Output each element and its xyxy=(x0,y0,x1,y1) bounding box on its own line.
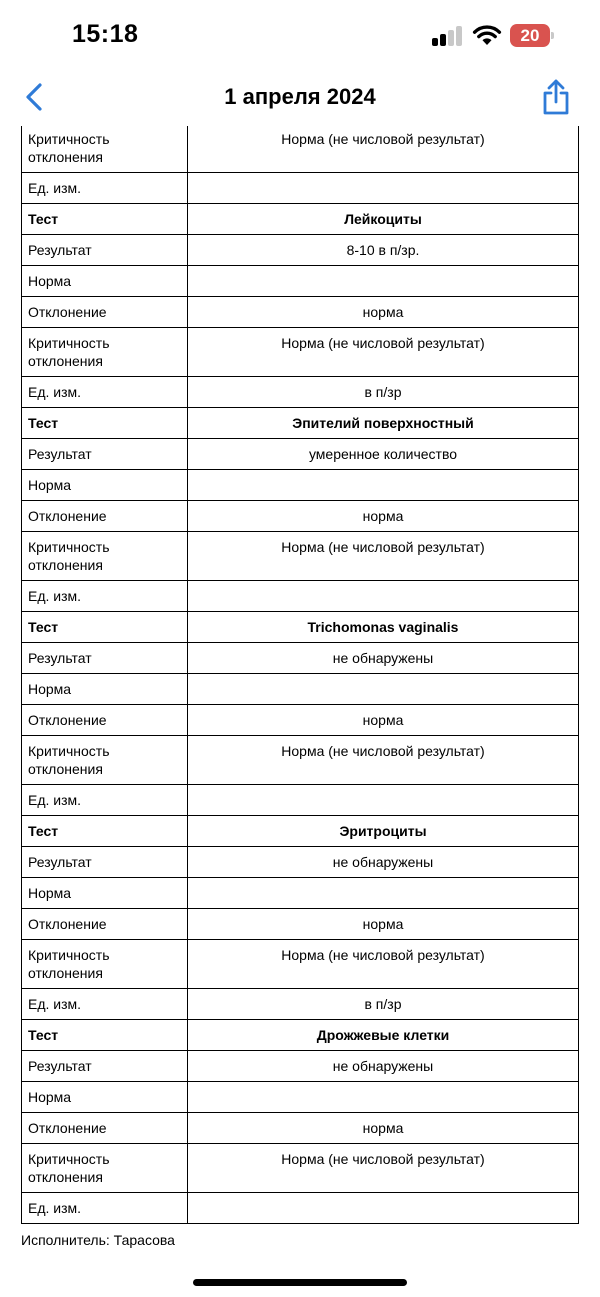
table-row xyxy=(22,266,579,297)
row-label: Результат xyxy=(22,643,188,674)
status-time: 15:18 xyxy=(72,20,139,48)
status-bar xyxy=(0,0,600,70)
share-icon[interactable] xyxy=(540,78,572,116)
table-row xyxy=(22,847,579,878)
row-value: умеренное количество xyxy=(188,439,579,470)
row-value xyxy=(188,1193,579,1224)
row-label: Ед. изм. xyxy=(22,377,188,408)
table-row xyxy=(22,173,579,204)
row-value: не обнаружены xyxy=(188,847,579,878)
row-value xyxy=(188,674,579,705)
row-value: Trichomonas vaginalis xyxy=(188,612,579,643)
row-value: норма xyxy=(188,297,579,328)
row-value xyxy=(188,785,579,816)
row-value: Норма (не числовой результат) xyxy=(188,126,579,173)
row-label: Отклонение xyxy=(22,297,188,328)
table-row xyxy=(22,532,579,581)
row-label: Норма xyxy=(22,1082,188,1113)
lab-results-body xyxy=(22,126,579,1224)
report-content[interactable] xyxy=(0,126,600,1256)
navigation-bar xyxy=(0,70,600,126)
home-indicator[interactable] xyxy=(193,1279,407,1286)
row-label: Результат xyxy=(22,847,188,878)
battery-icon xyxy=(510,24,554,47)
row-value: в п/зр xyxy=(188,989,579,1020)
row-label: Тест xyxy=(22,204,188,235)
row-value xyxy=(188,470,579,501)
test-header-row xyxy=(22,816,579,847)
cellular-signal-icon xyxy=(432,26,464,46)
table-row xyxy=(22,1144,579,1193)
row-value: Норма (не числовой результат) xyxy=(188,328,579,377)
table-row xyxy=(22,1113,579,1144)
row-label: Норма xyxy=(22,470,188,501)
row-label: Отклонение xyxy=(22,501,188,532)
table-row xyxy=(22,297,579,328)
row-value xyxy=(188,878,579,909)
table-row xyxy=(22,989,579,1020)
row-label: Тест xyxy=(22,408,188,439)
page-title: 1 апреля 2024 xyxy=(224,84,376,109)
row-value xyxy=(188,1082,579,1113)
test-header-row xyxy=(22,612,579,643)
row-value xyxy=(188,173,579,204)
row-value: норма xyxy=(188,1113,579,1144)
lab-results-table xyxy=(21,126,579,1224)
row-label: Тест xyxy=(22,1020,188,1051)
table-row xyxy=(22,470,579,501)
row-value: норма xyxy=(188,501,579,532)
row-value: 8-10 в п/зр. xyxy=(188,235,579,266)
row-value: не обнаружены xyxy=(188,643,579,674)
row-value: Эритроциты xyxy=(188,816,579,847)
row-value: Эпителий поверхностный xyxy=(188,408,579,439)
table-row xyxy=(22,940,579,989)
row-label: Критичность отклонения xyxy=(22,532,188,581)
table-row xyxy=(22,1051,579,1082)
row-label: Отклонение xyxy=(22,705,188,736)
row-value: Дрожжевые клетки xyxy=(188,1020,579,1051)
row-value: Лейкоциты xyxy=(188,204,579,235)
table-row xyxy=(22,328,579,377)
row-label: Отклонение xyxy=(22,1113,188,1144)
row-value: Норма (не числовой результат) xyxy=(188,736,579,785)
row-label: Ед. изм. xyxy=(22,173,188,204)
row-label: Тест xyxy=(22,612,188,643)
table-row xyxy=(22,501,579,532)
table-row xyxy=(22,878,579,909)
row-label: Норма xyxy=(22,878,188,909)
row-label: Результат xyxy=(22,439,188,470)
row-label: Критичность отклонения xyxy=(22,328,188,377)
row-label: Результат xyxy=(22,235,188,266)
row-label: Критичность отклонения xyxy=(22,126,188,173)
table-row xyxy=(22,674,579,705)
row-value: Норма (не числовой результат) xyxy=(188,532,579,581)
row-label: Отклонение xyxy=(22,909,188,940)
table-row xyxy=(22,439,579,470)
test-header-row xyxy=(22,204,579,235)
row-label: Норма xyxy=(22,266,188,297)
row-value: в п/зр xyxy=(188,377,579,408)
row-value: Норма (не числовой результат) xyxy=(188,940,579,989)
test-header-row xyxy=(22,1020,579,1051)
table-row xyxy=(22,1082,579,1113)
row-label: Тест xyxy=(22,816,188,847)
row-value xyxy=(188,266,579,297)
table-row xyxy=(22,909,579,940)
row-value: Норма (не числовой результат) xyxy=(188,1144,579,1193)
row-label: Ед. изм. xyxy=(22,581,188,612)
row-label: Критичность отклонения xyxy=(22,940,188,989)
row-label: Результат xyxy=(22,1051,188,1082)
row-value: норма xyxy=(188,909,579,940)
table-row xyxy=(22,377,579,408)
row-label: Ед. изм. xyxy=(22,785,188,816)
table-row xyxy=(22,705,579,736)
row-value xyxy=(188,581,579,612)
test-header-row xyxy=(22,408,579,439)
row-value: норма xyxy=(188,705,579,736)
table-row xyxy=(22,736,579,785)
row-label: Критичность отклонения xyxy=(22,736,188,785)
battery-percentage: 20 xyxy=(520,26,540,45)
table-row xyxy=(22,1193,579,1224)
row-value: не обнаружены xyxy=(188,1051,579,1082)
table-row xyxy=(22,785,579,816)
row-label: Ед. изм. xyxy=(22,1193,188,1224)
row-label: Норма xyxy=(22,674,188,705)
table-row xyxy=(22,581,579,612)
table-row xyxy=(22,235,579,266)
performer-note: Исполнитель: Тарасова xyxy=(21,1232,175,1248)
table-row xyxy=(22,126,579,173)
row-label: Критичность отклонения xyxy=(22,1144,188,1193)
table-row xyxy=(22,643,579,674)
row-label: Ед. изм. xyxy=(22,989,188,1020)
wifi-icon xyxy=(472,24,502,46)
